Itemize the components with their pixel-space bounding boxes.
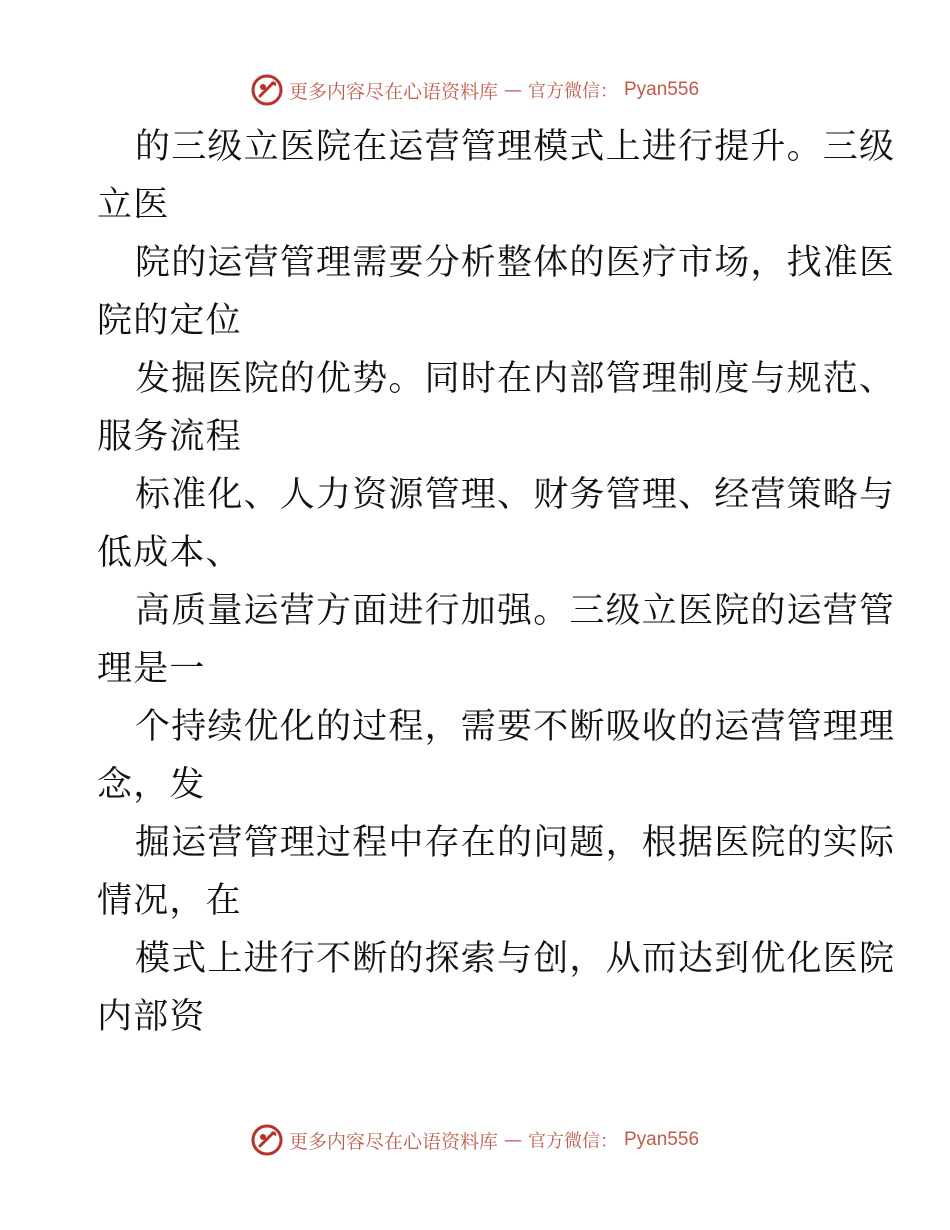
document-body (97, 118, 896, 1046)
body-line: 标准化、人力资源管理、财务管理、经营策略与 (135, 475, 896, 515)
body-line: 高质量运营方面进行加强。三级立医院的运营管 (135, 591, 896, 631)
body-line: 掘运营管理过程中存在的问题，根据医院的实际 (135, 823, 896, 863)
body-line: 院的运营管理需要分析整体的医疗市场，找准医 (135, 243, 896, 283)
body-line: 内部资 (97, 997, 206, 1037)
body-line: 院的定位 (97, 301, 242, 341)
header-banner-wechat-id: Pyan556 (624, 79, 700, 100)
footer-banner-title: 更多内容尽在心语资料库 (288, 1130, 498, 1153)
body-line: 发掘医院的优势。同时在内部管理制度与规范、 (135, 359, 896, 399)
quill-pen-logo-icon (251, 1124, 283, 1156)
header-banner (0, 70, 950, 110)
body-line: 的三级立医院在运营管理模式上进行提升。三级 (135, 127, 896, 167)
body-line: 念，发 (97, 765, 206, 805)
body-line: 情况，在 (97, 881, 242, 921)
body-line: 模式上进行不断的探索与创，从而达到优化医院 (135, 939, 896, 979)
footer-banner (0, 1120, 950, 1160)
body-line: 理是一 (97, 649, 206, 689)
header-banner-title: 更多内容尽在心语资料库 (288, 80, 498, 103)
header-banner-wechat-label: 官方微信： (528, 81, 618, 102)
footer-banner-wechat-id: Pyan556 (624, 1129, 700, 1150)
body-line: 低成本、 (97, 533, 242, 573)
footer-banner-dash: — (504, 1129, 522, 1151)
body-line: 服务流程 (97, 417, 242, 457)
quill-pen-logo-icon (251, 74, 283, 106)
header-banner-dash: — (504, 79, 522, 101)
body-line: 立医 (97, 185, 170, 225)
footer-banner-wechat-label: 官方微信： (528, 1131, 618, 1152)
body-line: 个持续优化的过程，需要不断吸收的运营管理理 (135, 707, 896, 747)
